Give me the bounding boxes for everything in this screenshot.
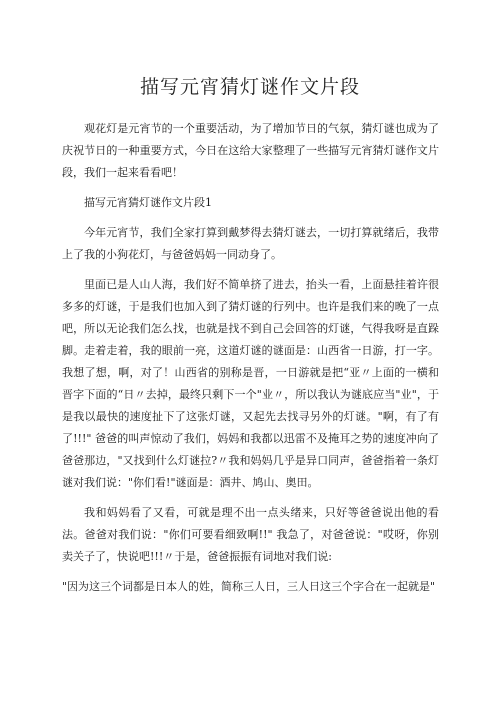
section-heading: 描写元宵猜灯谜作文片段1 bbox=[84, 196, 212, 209]
intro-paragraph: 观花灯是元宵节的一个重要活动，为了增加节日的气氛，猜灯谜也成为了庆祝节日的一种重要方式，今日在这给大家整理了一些描写元宵猜灯谜作文片段，我们一起来看看吧！ bbox=[62, 122, 439, 179]
body-paragraph: 我和妈妈看了又看，可就是理不出一点头绪来，只好等爸爸说出他的看法。爸爸对我们说："你们可要看细致啊!!" 我急了，对爸爸说："哎呀，你别卖关子了，快说吧!!!〃于是，爸爸振振有词地对我们说: bbox=[62, 506, 439, 563]
body-paragraph: "因为这三个词都是日本人的姓，简称三人日，三人日这三个字合在一起就是" bbox=[62, 580, 436, 593]
body-paragraph: 里面已是人山人海，我们好不简单挤了进去，抬头一看，上面悬挂着许很多多的灯谜，于是我们也加入到了猜灯谜的行列中。也许是我们来的晚了一点吧，所以无论我们怎么找，也就是找不到自己会回答的灯谜，气得我呀是直跺脚。走着走着，我的眼前一亮，这道灯谜的谜面是：山西省一日游，打一字。我想了想，啊，对了！山西省的别称是晋，一日游就是把“亚〃上面的一横和晋字下面的“日〃去掉，最终只剩下一个"业〃，所以我认为谜底应当"业"，于是我以最快的速度扯下了这张灯谜，又起先去找寻另外的灯谜。"啊，有了有了!!!" 爸爸的叫声惊动了我们，妈妈和我都以迅雷不及掩耳之势的速度冲向了爸爸那边，"又找到什么灯谜拉?〃我和妈妈几乎是异口同声，爸爸指着一条灯谜对我们说："你们看!"谜面是：酒井、鸠山、奥田。 bbox=[62, 278, 439, 489]
document-title: 描写元宵猜灯谜作文片段 bbox=[139, 76, 360, 98]
document-body bbox=[62, 118, 439, 606]
body-paragraph: 今年元宵节，我们全家打算到戴梦得去猜灯谜去，一切打算就绪后，我带上了我的小狗花灯，与爸爸妈妈一同动身了。 bbox=[62, 226, 439, 261]
